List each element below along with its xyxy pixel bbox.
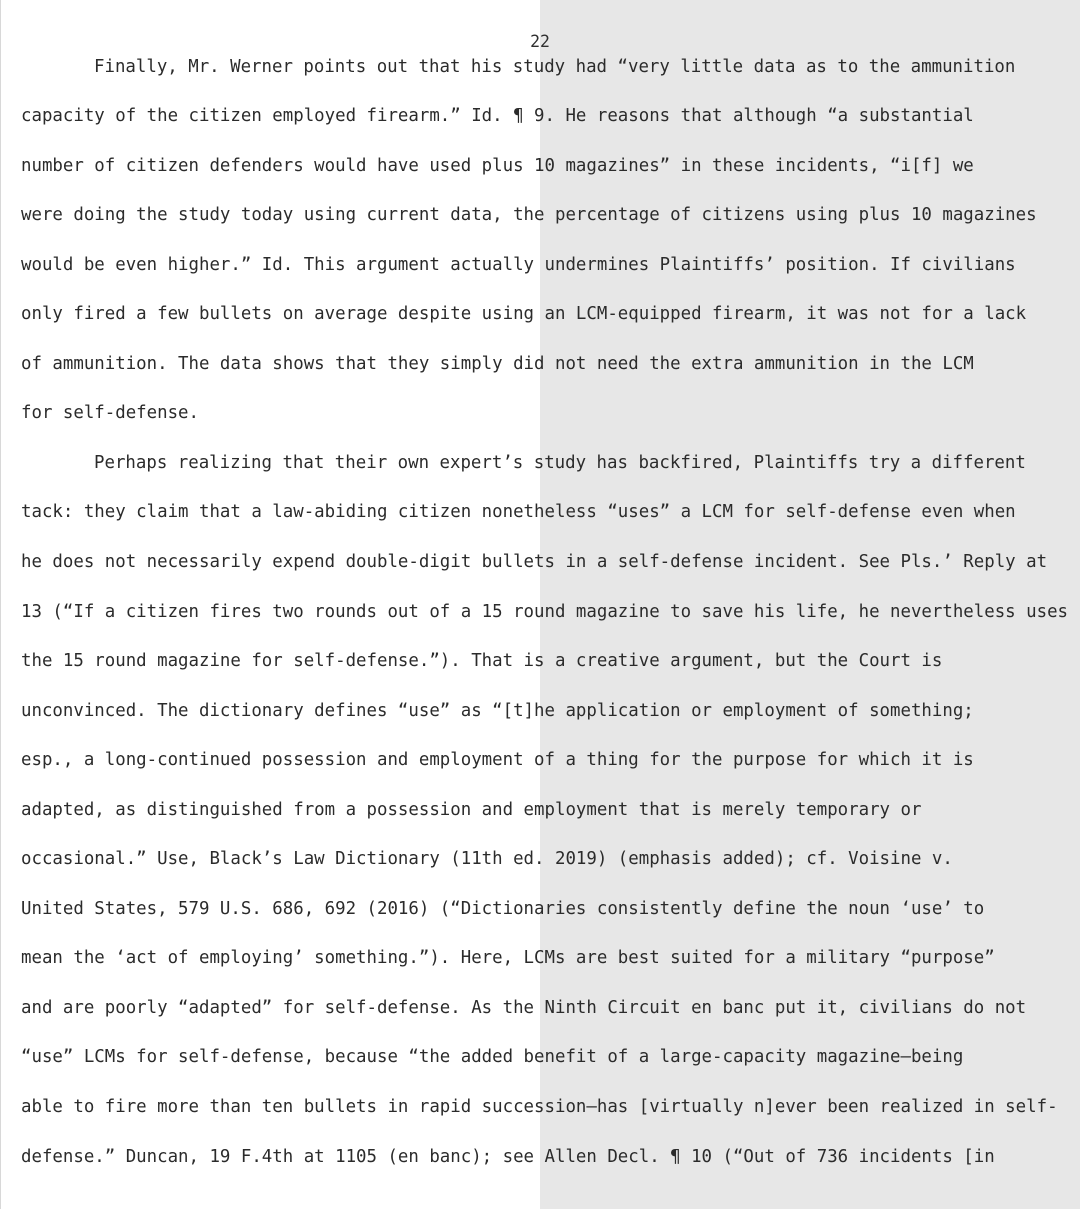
text-line-7: of ammunition. The data shows that they simply did not need the extra ammunition in the LCM (21, 354, 974, 374)
text-line-20: and are poorly “adapted” for self-defense. As the Ninth Circuit en banc put it, civilians do not (21, 998, 1027, 1018)
text-line-19: mean the ‘act of employing’ something.”). Here, LCMs are best suited for a military “purpose” (21, 948, 995, 968)
text-line-21: “use” LCMs for self-defense, because “the added benefit of a large-capacity magazine—being (21, 1047, 964, 1067)
text-line-6: only fired a few bullets on average despite using an LCM-equipped firearm, it was not for a lack (21, 304, 1027, 324)
page-number: 22 (530, 32, 550, 51)
text-line-4: were doing the study today using current data, the percentage of citizens using plus 10 magazines (21, 205, 1037, 225)
text-line-11: he does not necessarily expend double-digit bullets in a self-defense incident. See Pls.’ Reply at (21, 552, 1048, 572)
text-line-18: United States, 579 U.S. 686, 692 (2016) (“Dictionaries consistently define the noun ‘use’ to (21, 899, 985, 919)
text-line-13: the 15 round magazine for self-defense.”). That is a creative argument, but the Court is (21, 651, 943, 671)
text-line-3: number of citizen defenders would have used plus 10 magazines” in these incidents, “i[f] we (21, 156, 974, 176)
page-edge (0, 0, 1, 1209)
text-line-22: able to fire more than ten bullets in rapid succession—has [virtually n]ever been realized in self- (21, 1097, 1058, 1117)
text-line-1: Finally, Mr. Werner points out that his study had “very little data as to the ammunition (94, 57, 1016, 77)
text-line-15: esp., a long-continued possession and employment of a thing for the purpose for which it is (21, 750, 974, 770)
text-line-16: adapted, as distinguished from a possession and employment that is merely temporary or (21, 800, 922, 820)
text-line-8: for self-defense. (21, 403, 199, 423)
text-line-5: would be even higher.” Id. This argument actually undermines Plaintiffs’ position. If civilians (21, 255, 1016, 275)
text-line-2: capacity of the citizen employed firearm.” Id. ¶ 9. He reasons that although “a substantial (21, 106, 974, 126)
text-line-14: unconvinced. The dictionary defines “use” as “[t]he application or employment of something; (21, 701, 974, 721)
text-line-23: defense.” Duncan, 19 F.4th at 1105 (en banc); see Allen Decl. ¶ 10 (“Out of 736 incidents [in (21, 1147, 995, 1167)
text-line-17: occasional.” Use, Black’s Law Dictionary (11th ed. 2019) (emphasis added); cf. Voisine v. (21, 849, 953, 869)
text-line-9: Perhaps realizing that their own expert’s study has backfired, Plaintiffs try a different (94, 453, 1026, 473)
text-line-10: tack: they claim that a law-abiding citizen nonetheless “uses” a LCM for self-defense even when (21, 502, 1016, 522)
text-line-12: 13 (“If a citizen fires two rounds out of a 15 round magazine to save his life, he nevertheless uses (21, 602, 1069, 622)
